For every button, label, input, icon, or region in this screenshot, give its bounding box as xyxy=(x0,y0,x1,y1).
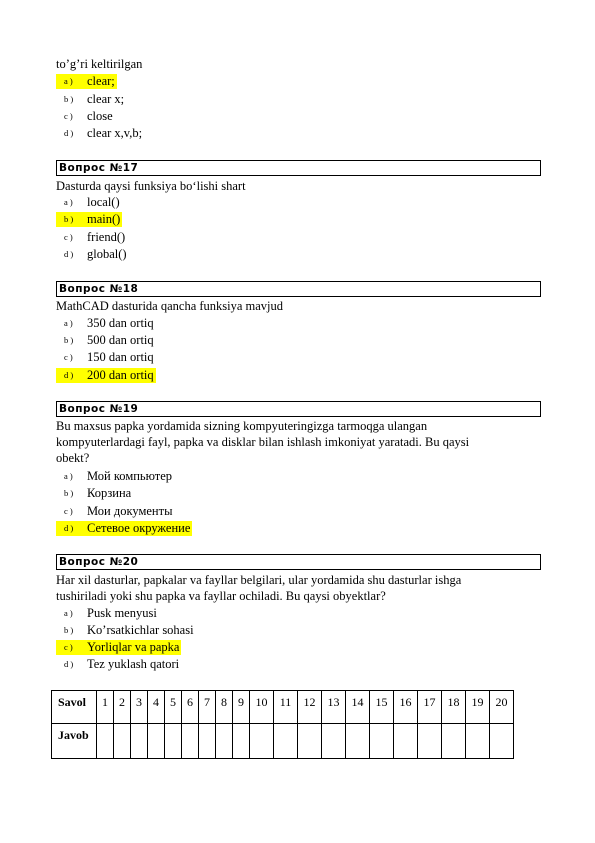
option-text: global() xyxy=(87,247,127,261)
option-text: friend() xyxy=(87,230,126,244)
option-letter: b ) xyxy=(64,214,74,224)
q19-option-a xyxy=(56,469,172,484)
answer-cell xyxy=(322,724,346,759)
answer-cell xyxy=(418,724,442,759)
question-number-cell: 15 xyxy=(370,691,394,724)
q20-option-b xyxy=(56,623,194,638)
question-number-cell: 12 xyxy=(298,691,322,724)
answer-cell xyxy=(394,724,418,759)
option-text: 350 dan ortiq xyxy=(87,316,154,330)
option-letter: a ) xyxy=(64,318,73,328)
answer-cell xyxy=(148,724,165,759)
question-number-cell: 16 xyxy=(394,691,418,724)
question-17-text: Dasturda qaysi funksiya bo‘lishi shart xyxy=(56,179,246,193)
answer-table xyxy=(51,690,514,759)
question-20-header: Вопрос №20 xyxy=(56,554,541,570)
javob-label: Javob xyxy=(52,724,97,759)
answer-cell xyxy=(298,724,322,759)
option-text: Сетевое окружение xyxy=(87,521,191,535)
option-text: Мои документы xyxy=(87,504,173,518)
answer-cell xyxy=(114,724,131,759)
savol-label: Savol xyxy=(52,691,97,724)
answer-cell xyxy=(466,724,490,759)
option-letter: d ) xyxy=(64,370,74,380)
q20-option-a xyxy=(56,606,157,621)
option-text: Yorliqlar va papka xyxy=(87,640,180,654)
option-text: close xyxy=(87,109,113,123)
q16-option-a xyxy=(56,74,117,89)
question-19-text-line-2: kompyuterlardagi fayl, papka va disklar bilan ishlash imkoniyat yaratadi. Bu qaysi xyxy=(56,435,470,449)
option-text: main() xyxy=(87,212,121,226)
answer-cell xyxy=(165,724,182,759)
option-text: 150 dan ortiq xyxy=(87,350,154,364)
question-20-text-line-1: Har xil dasturlar, papkalar va fayllar belgilari, ular yordamida shu dasturlar ishga xyxy=(56,573,462,587)
answer-cell xyxy=(199,724,216,759)
question-number-cell: 14 xyxy=(346,691,370,724)
question-number-cell: 1 xyxy=(97,691,114,724)
question-19-header: Вопрос №19 xyxy=(56,401,541,417)
option-letter: d ) xyxy=(64,128,74,138)
question-number-cell: 6 xyxy=(182,691,199,724)
question-number-cell: 2 xyxy=(114,691,131,724)
q18-option-a xyxy=(56,316,154,331)
option-text: Pusk menyusi xyxy=(87,606,157,620)
option-text: Tez yuklash qatori xyxy=(87,657,180,671)
option-text: clear; xyxy=(87,74,115,88)
option-letter: c ) xyxy=(64,642,73,652)
option-text: Ko’rsatkichlar sohasi xyxy=(87,623,194,637)
question-number-cell: 9 xyxy=(233,691,250,724)
option-letter: d ) xyxy=(64,659,74,669)
answer-cell xyxy=(233,724,250,759)
answer-table-savol-row xyxy=(52,691,514,724)
question-number-cell: 8 xyxy=(216,691,233,724)
q20-option-d xyxy=(56,657,179,672)
answer-cell xyxy=(97,724,114,759)
question-16-text: to’g’ri keltirilgan xyxy=(56,57,143,71)
option-text: clear x; xyxy=(87,92,125,106)
option-letter: d ) xyxy=(64,523,74,533)
question-number-cell: 4 xyxy=(148,691,165,724)
q17-option-a xyxy=(56,195,120,210)
option-text: Корзина xyxy=(87,486,132,500)
q18-option-d xyxy=(56,368,156,383)
q18-option-c xyxy=(56,350,154,365)
answer-cell xyxy=(370,724,394,759)
option-text: Мой компьютер xyxy=(87,469,173,483)
option-letter: c ) xyxy=(64,111,73,121)
question-number-cell: 7 xyxy=(199,691,216,724)
option-letter: d ) xyxy=(64,249,74,259)
option-letter: c ) xyxy=(64,352,73,362)
option-text: clear x,v,b; xyxy=(87,126,143,140)
question-17-header: Вопрос №17 xyxy=(56,160,541,176)
q17-option-b xyxy=(56,212,122,227)
q19-option-d xyxy=(56,521,192,536)
q17-option-c xyxy=(56,230,125,245)
question-18-header: Вопрос №18 xyxy=(56,281,541,297)
option-letter: a ) xyxy=(64,608,73,618)
option-letter: c ) xyxy=(64,232,73,242)
question-18-text: MathCAD dasturida qancha funksiya mavjud xyxy=(56,299,284,313)
q19-option-b xyxy=(56,486,131,501)
option-letter: b ) xyxy=(64,488,74,498)
q19-option-c xyxy=(56,504,172,519)
option-text: 200 dan ortiq xyxy=(87,368,154,382)
option-letter: b ) xyxy=(64,335,74,345)
question-number-cell: 13 xyxy=(322,691,346,724)
question-number-cell: 17 xyxy=(418,691,442,724)
q16-option-d xyxy=(56,126,142,141)
answer-cell xyxy=(182,724,199,759)
question-19-text-line-1: Bu maxsus papka yordamida sizning kompyuteringizga tarmoqga ulangan xyxy=(56,419,428,433)
answer-cell xyxy=(131,724,148,759)
question-number-cell: 18 xyxy=(442,691,466,724)
question-number-cell: 5 xyxy=(165,691,182,724)
answer-cell xyxy=(346,724,370,759)
answer-table-javob-row xyxy=(52,724,514,759)
option-letter: b ) xyxy=(64,625,74,635)
question-19-text-line-3: obekt? xyxy=(56,451,90,465)
q20-option-c xyxy=(56,640,181,655)
answer-cell xyxy=(250,724,274,759)
option-letter: a ) xyxy=(64,76,73,86)
q16-option-c xyxy=(56,109,113,124)
option-letter: a ) xyxy=(64,197,73,207)
answer-cell xyxy=(216,724,233,759)
option-letter: a ) xyxy=(64,471,73,481)
answer-cell xyxy=(274,724,298,759)
option-letter: c ) xyxy=(64,506,73,516)
question-20-text-line-2: tushiriladi yoki shu papka va fayllar ochiladi. Bu qaysi obyektlar? xyxy=(56,589,386,603)
option-text: 500 dan ortiq xyxy=(87,333,154,347)
question-number-cell: 20 xyxy=(490,691,514,724)
answer-cell xyxy=(490,724,514,759)
option-letter: b ) xyxy=(64,94,74,104)
question-number-cell: 19 xyxy=(466,691,490,724)
q17-option-d xyxy=(56,247,127,262)
question-number-cell: 11 xyxy=(274,691,298,724)
q18-option-b xyxy=(56,333,154,348)
answer-cell xyxy=(442,724,466,759)
question-number-cell: 10 xyxy=(250,691,274,724)
q16-option-b xyxy=(56,92,124,107)
option-text: local() xyxy=(87,195,120,209)
question-number-cell: 3 xyxy=(131,691,148,724)
